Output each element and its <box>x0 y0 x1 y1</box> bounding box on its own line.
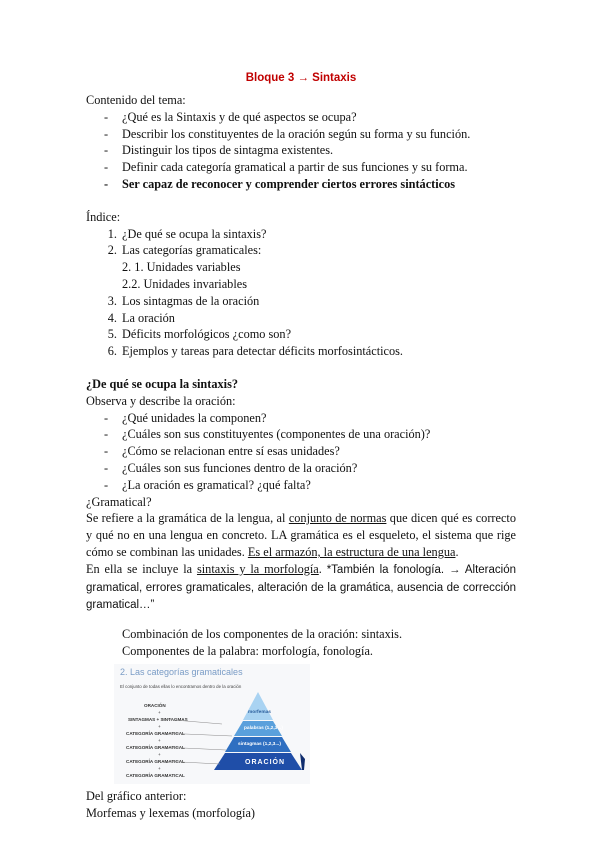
index-text: Las categorías gramaticales: <box>122 243 262 258</box>
list-item-text: ¿Qué es la Sintaxis y de qué aspectos se ocupa? <box>122 109 357 124</box>
list-item-text: Ser capaz de reconocer y comprender ciertos errores sintácticos <box>122 176 456 191</box>
morfemas-line: Morfemas y lexemas (morfología) <box>86 805 256 820</box>
combinacion-line: Combinación de los componentes de la oración: sintaxis. <box>122 627 403 642</box>
index-number: 6. <box>107 344 117 359</box>
paragraph-text: . <box>455 544 459 559</box>
figure-left-label: SINTAGMAS + SINTAGMAS <box>128 716 188 722</box>
figure-left-label: CATEGORÍA GRAMATICAL <box>126 744 185 750</box>
dash-marker: - <box>104 410 109 425</box>
list-item <box>86 410 516 427</box>
paragraph-gramatica <box>86 510 516 560</box>
underlined-text: sintaxis y la morfología <box>196 561 319 576</box>
section-intro: Observa y describe la oración: <box>86 393 236 408</box>
list-item-text: ¿La oración es gramatical? ¿qué falta? <box>122 477 311 492</box>
pyramid-label: palabras (1,2,3...) <box>244 725 283 731</box>
pointer-line <box>162 719 222 724</box>
del-grafico-line: Del gráfico anterior: <box>86 788 187 803</box>
dash-marker: - <box>104 427 109 442</box>
contenido-heading: Contenido del tema: <box>86 93 186 107</box>
figure-plus: + <box>158 751 161 757</box>
pointer-line <box>162 747 226 750</box>
componentes-line: Componentes de la palabra: morfología, fonología. <box>122 643 373 658</box>
pointer-line <box>162 733 232 736</box>
pyramid-graphic <box>114 664 310 784</box>
index-number: 1. <box>107 226 117 241</box>
dash-marker: - <box>104 176 109 191</box>
list-item-text: Distinguir los tipos de sintagma existentes. <box>122 143 334 158</box>
index-text: Déficits morfológicos ¿como son? <box>122 327 292 342</box>
figure-left-label: CATEGORÍA GRAMATICAL <box>126 772 185 778</box>
figure-left-label: CATEGORÍA GRAMATICAL <box>126 730 185 736</box>
index-text: ¿De qué se ocupa la sintaxis? <box>122 226 267 241</box>
pyramid-label: morfemas <box>248 709 271 715</box>
list-item <box>86 443 516 460</box>
list-item <box>86 142 516 159</box>
index-subitem: 2.2. Unidades invariables <box>122 276 247 291</box>
dash-marker: - <box>104 109 109 124</box>
pyramid-label: ORACIÓN <box>245 758 286 766</box>
section-heading: ¿De qué se ocupa la sintaxis? <box>86 376 239 391</box>
list-item-text: ¿Cuáles son sus constituyentes (componentes de una oración)? <box>122 427 431 442</box>
list-item <box>86 426 516 443</box>
figure-subtitle: El conjunto de todas ellas lo encontramos dentro de la oración <box>120 683 242 689</box>
paragraph-text: . <box>318 561 327 576</box>
dash-marker: - <box>104 444 109 459</box>
index-item <box>86 310 516 327</box>
index-item <box>86 293 516 310</box>
list-item <box>86 176 516 193</box>
figure-plus: + <box>158 709 161 715</box>
underlined-text: conjunto de normas <box>288 511 387 526</box>
index-item <box>86 343 516 360</box>
paragraph-text: En ella se incluye la <box>86 561 197 576</box>
list-item-text: ¿Cómo se relacionan entre sí esas unidades? <box>122 444 340 459</box>
figure-plus: + <box>158 737 161 743</box>
document-page <box>86 70 516 821</box>
gramatical-question: ¿Gramatical? <box>86 494 152 509</box>
dash-marker: - <box>104 143 109 158</box>
index-text: Ejemplos y tareas para detectar déficits morfosintácticos. <box>122 344 404 359</box>
pointer-line <box>162 761 220 764</box>
dash-marker: - <box>104 160 109 175</box>
list-item <box>86 126 516 143</box>
index-item <box>86 226 516 243</box>
list-item-text: ¿Cuáles son sus funciones dentro de la oración? <box>122 460 358 475</box>
figure-left-label: CATEGORÍA GRAMATICAL <box>126 758 185 764</box>
paragraph-sintaxis <box>86 561 516 614</box>
index-number: 3. <box>107 293 117 308</box>
list-item-text: ¿Qué unidades la componen? <box>122 410 267 425</box>
note-text: *También la fonología. → Alteración gramatical, errores gramaticales, alteración de la gramática, ausencia de corrección gramatical…” <box>86 563 516 612</box>
list-item <box>86 159 516 176</box>
list-item <box>86 477 516 494</box>
dash-marker: - <box>104 477 109 492</box>
index-number: 2. <box>107 243 117 258</box>
paragraph-text: Se refiere a la gramática de la lengua, al <box>86 511 289 526</box>
list-item <box>86 109 516 126</box>
document-title: Bloque 3 → Sintaxis <box>245 72 357 84</box>
dash-marker: - <box>104 126 109 141</box>
index-subitem: 2. 1. Unidades variables <box>122 260 241 275</box>
list-item-text: Describir los constituyentes de la oración según su forma y su función. <box>122 126 471 141</box>
index-item <box>86 242 516 259</box>
index-text: La oración <box>122 310 175 325</box>
pyramid-tier-morfemas <box>243 692 273 720</box>
pyramid-label: sintagmas (1,2,3...) <box>238 741 281 747</box>
list-item <box>86 460 516 477</box>
underlined-text: Es el armazón, la estructura de una lengua <box>247 544 456 559</box>
index-text: Los sintagmas de la oración <box>122 293 260 308</box>
pyramid-shadow <box>300 753 305 770</box>
paragraph-text: que dicen qué es correcto y qué no en una lengua en concreto. LA gramática es el esqueleto, el sistema que rige cómo se combinan las unidades. <box>86 511 516 559</box>
figure-left-label: ORACIÓN <box>144 702 166 708</box>
list-item-text: Definir cada categoría gramatical a partir de sus funciones y su forma. <box>122 160 468 175</box>
indice-heading: Índice: <box>86 209 121 224</box>
dash-marker: - <box>104 460 109 475</box>
categorias-figure <box>114 664 310 784</box>
index-number: 4. <box>107 310 117 325</box>
figure-title: 2. Las categorías gramaticales <box>120 666 243 677</box>
index-item <box>86 326 516 343</box>
figure-plus: + <box>158 723 161 729</box>
figure-plus: + <box>158 765 161 771</box>
index-number: 5. <box>107 327 117 342</box>
